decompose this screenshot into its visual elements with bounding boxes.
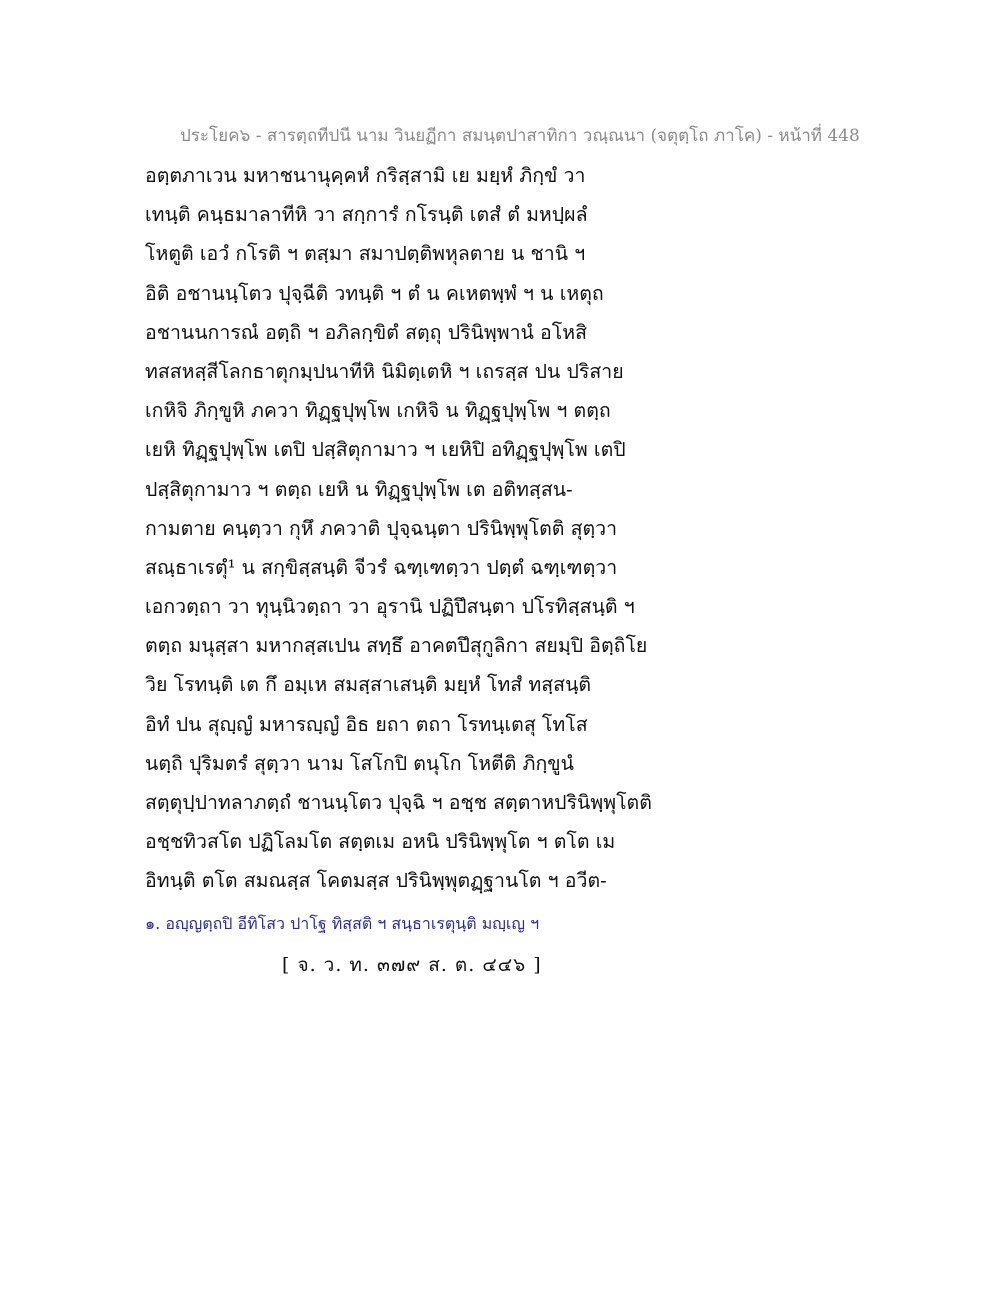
text-line: อิทํ ปน สุญฺญํ มหารญฺญํ อิธ ยถา ตถา โรทนฺเตสุ โทโส	[145, 712, 588, 736]
text-line: อิติ อชานนฺโตว ปุจฺฉีติ วทนฺติ ฯ ตํ น คเหตพฺพํ ฯ น เหตุถ	[145, 281, 604, 305]
text-line: เอกวตฺถา วา ทุนฺนิวตฺถา วา อุรานิ ปฏิปึสนฺตา ปโรทิสฺสนฺติ ฯ	[145, 595, 635, 619]
text-line: สตฺตุปฺปาทลาภตฺถํ ชานนฺโตว ปุจฺฉิ ฯ อชฺช สตฺตาหปรินิพฺพุโตติ	[145, 791, 652, 814]
text-line: ตตฺถ มนุสฺสา มหากสฺสเปน สทฺธึ อาคตปึสุกูลิกา สยมฺปิ อิตฺถิโย	[145, 634, 648, 658]
text-line: อตฺตภาเวน มหาชนานุคฺคหํ กริสฺสามิ เย มยฺหํ ภิกฺขํ วา	[145, 164, 586, 187]
text-line: อชานนการณํ อตฺถิ ฯ อภิลกฺขิตํ สตฺถุ ปรินิพฺพานํ อโหสิ	[145, 320, 587, 344]
footnote: ๑. อญฺญตฺถปิ อีทิโสว ปาโฐ ทิสฺสติ ฯ สนฺธาเรตุนฺติ มญฺเญ ฯ	[145, 914, 540, 933]
text-line: ทสสหสฺสีโลกธาตุกมฺปนาทีหิ นิมิตฺเตหิ ฯ เถรสฺส ปน ปริสาย	[145, 359, 624, 383]
text-line: วิย โรทนฺติ เต กึ อมฺเห สมสฺสาเสนฺติ มยฺหํ โทสํ ทสฺสนฺติ	[145, 673, 592, 697]
text-line: เยหิ ทิฏฺฐปุพฺโพ เตปิ ปสฺสิตุกามาว ฯ เยหิปิ อทิฏฺฐปุพฺโพ เตปิ	[145, 438, 626, 462]
page-header: ประโยค๖ - สารตฺถทีปนี นาม วินยฏีกา สมนฺตปาสาทิกา วณฺณนา (จตุตฺโถ ภาโค) - หน้าที่ 448	[180, 126, 860, 146]
text-line: อชฺชทิวสโต ปฏิโลมโต สตฺตเม อหนิ ปรินิพฺพุโต ฯ ตโต เม	[145, 830, 616, 854]
body-text	[145, 156, 845, 901]
text-line: นตฺถิ ปุริมตรํ สุตฺวา นาม โสโกปิ ตนุโก โหตีติ ภิกฺขูนํ	[145, 751, 574, 775]
text-line: สณฺธาเรตุํ¹ น สกฺขิสฺสนฺติ จีวรํ ฉฑฺเฑตฺวา ปตฺตํ ฉฑฺเฑตฺวา	[145, 555, 618, 579]
citation-reference: [ จ. ว. ท. ๓๗๙ ส. ต. ๔๔๖ ]	[282, 954, 542, 976]
text-line: เกหิจิ ภิกฺขูหิ ภควา ทิฏฺฐปุพฺโพ เกหิจิ น ทิฏฺฐปุพฺโพ ฯ ตตฺถ	[145, 399, 611, 423]
text-line: ปสฺสิตุกามาว ฯ ตตฺถ เยหิ น ทิฏฺฐปุพฺโพ เต อติทสฺสน-	[145, 477, 573, 501]
text-line: กามตาย คนฺตฺวา กุหึ ภควาติ ปุจฺฉนฺตา ปรินิพฺพุโตติ สุตฺวา	[145, 516, 618, 540]
text-line: โหตูติ เอวํ กโรติ ฯ ตสฺมา สมาปตฺติพหุลตาย น ชานิ ฯ	[145, 242, 586, 266]
text-line: อิทนฺติ ตโต สมณสฺส โคตมสฺส ปรินิพฺพุตฏฺฐานโต ฯ อวีต-	[145, 869, 607, 893]
text-line: เทนฺติ คนฺธมาลาทีหิ วา สกฺการํ กโรนฺติ เตสํ ตํ มหปฺผลํ	[145, 203, 588, 227]
